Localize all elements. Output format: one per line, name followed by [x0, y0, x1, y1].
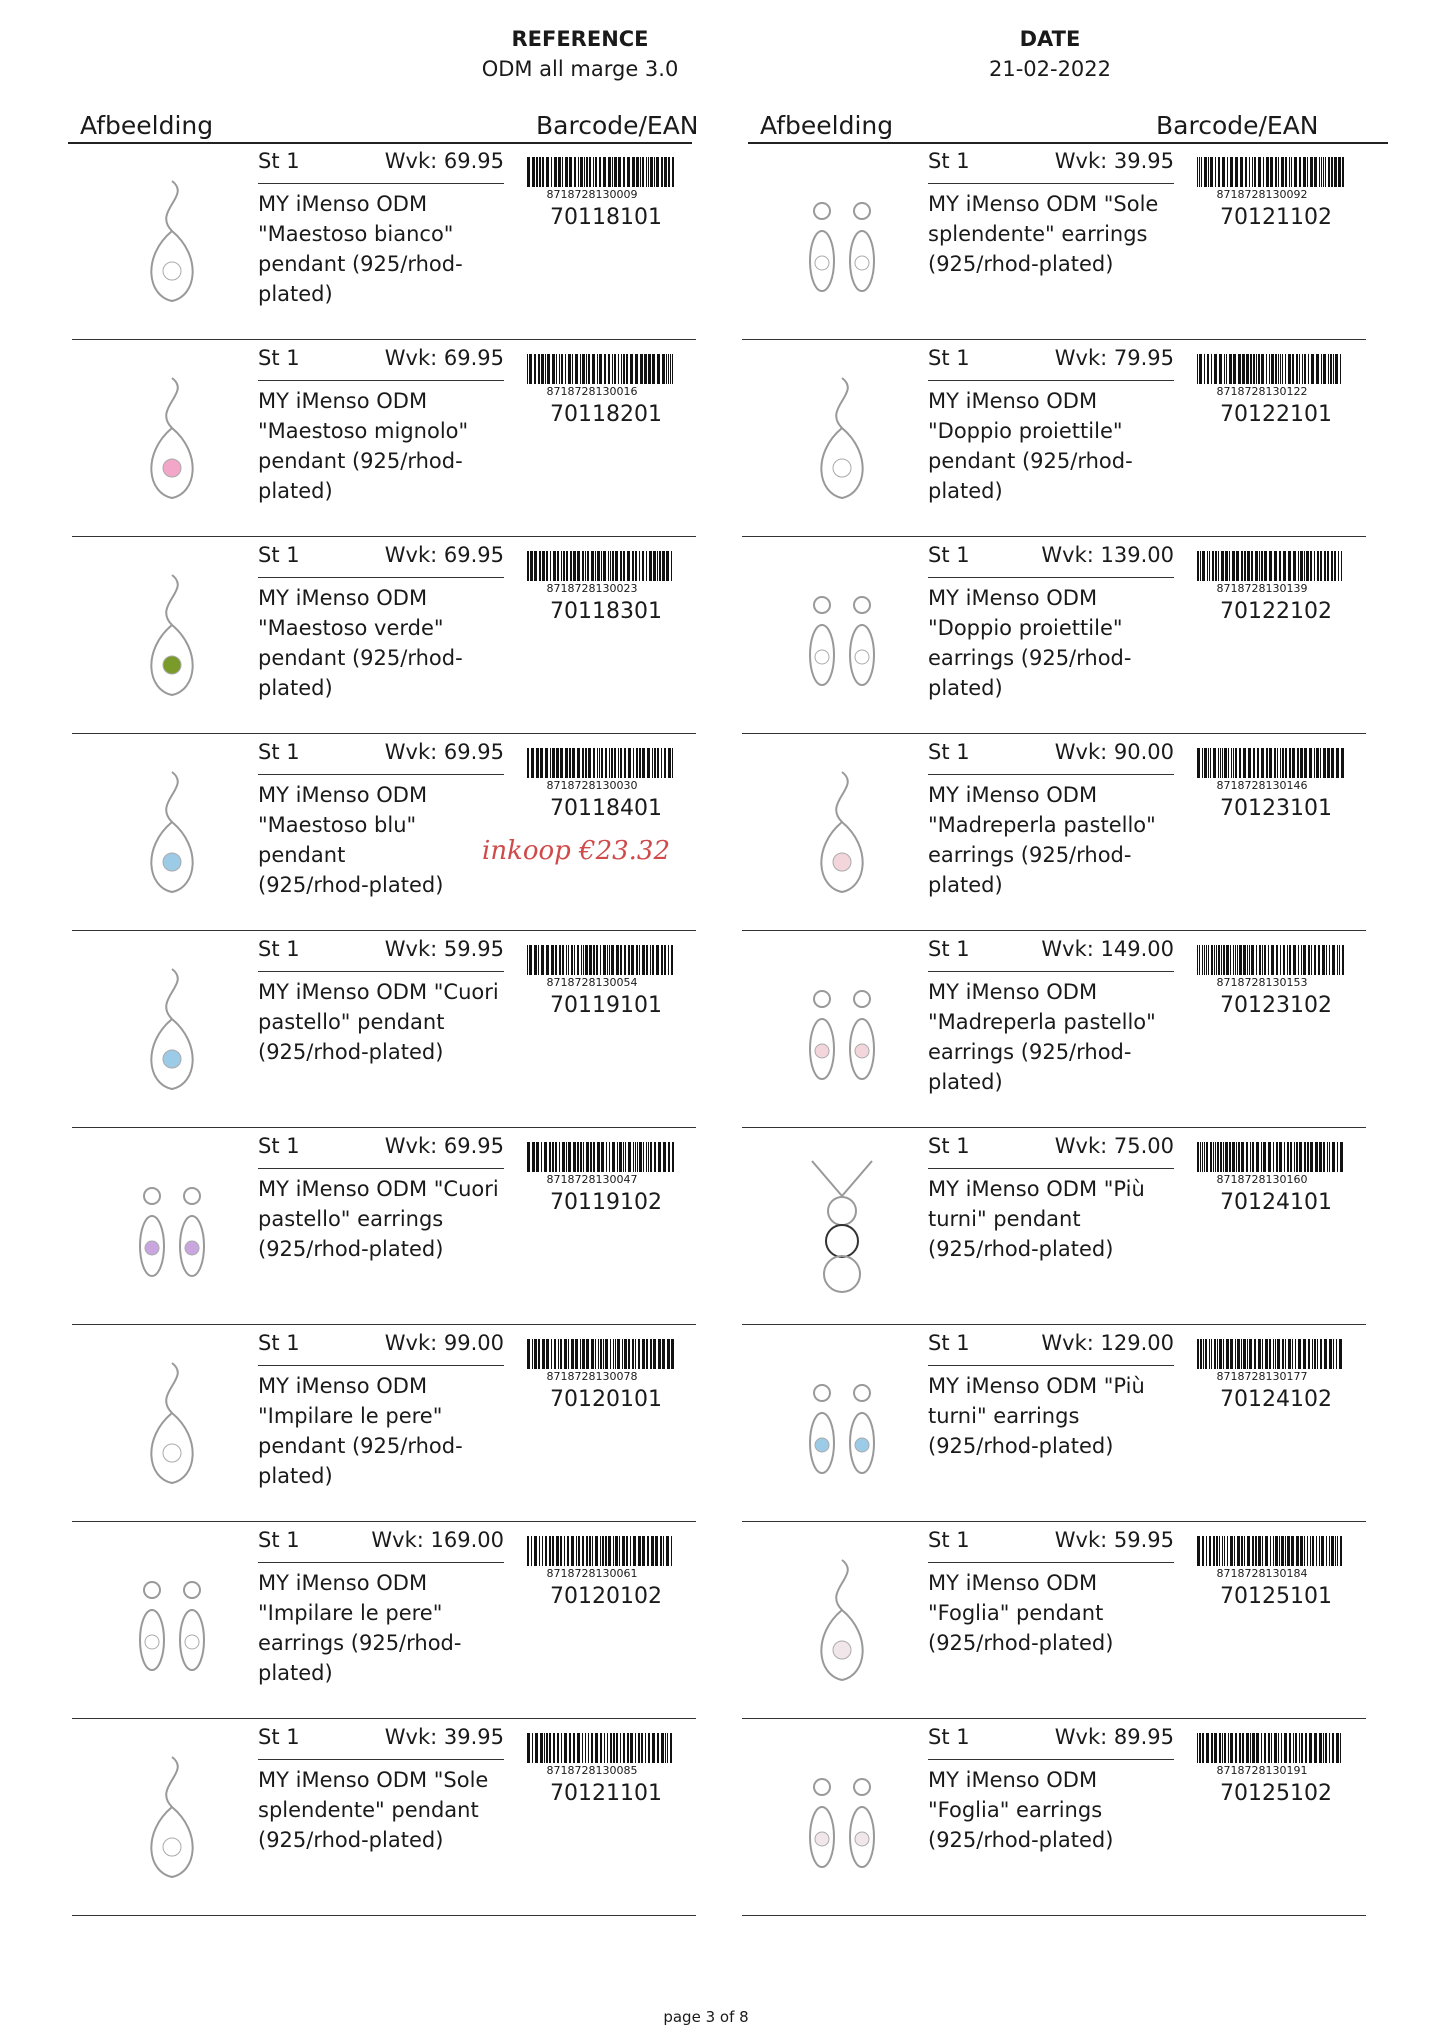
barcode-icon [1197, 748, 1347, 778]
ean-number: 8718728130023 [546, 582, 638, 595]
barcode-icon [527, 1733, 677, 1763]
product-row [742, 1325, 1366, 1522]
quantity-label: St 1 [928, 1134, 970, 1158]
divider [928, 774, 1174, 775]
article-code: 70118101 [550, 205, 662, 230]
quantity-label: St 1 [258, 346, 300, 370]
reference-label: REFERENCE [511, 27, 649, 51]
divider [258, 577, 504, 578]
divider [258, 1562, 504, 1563]
product-description: MY iMenso ODM "Sole splendente" pendant (925/rhod-plated) [258, 1768, 489, 1852]
ean-number: 8718728130092 [1216, 188, 1308, 201]
product-row [72, 931, 696, 1128]
ean-number: 8718728130030 [546, 779, 638, 792]
article-code: 70121101 [550, 1781, 662, 1806]
rings-earrings-icon [782, 1353, 902, 1493]
right-column-header [748, 110, 1388, 144]
handwritten-note: inkoop €23.32 [482, 836, 671, 866]
bullet-pendant-icon [782, 368, 902, 508]
barcode-icon [527, 354, 677, 384]
quantity-label: St 1 [258, 937, 300, 961]
product-description: MY iMenso ODM "Sole splendente" earrings (925/rhod-plated) [928, 192, 1159, 276]
ean-number: 8718728130153 [1216, 976, 1308, 989]
heart-pendant-icon [112, 959, 232, 1099]
product-row [742, 340, 1366, 537]
barcode-column-header: Barcode/EAN [1156, 111, 1319, 140]
article-code: 70120101 [550, 1387, 662, 1412]
date-value: 21-02-2022 [988, 57, 1112, 81]
left-product-list [72, 143, 696, 1916]
divider [258, 1168, 504, 1169]
ean-number: 8718728130047 [546, 1173, 638, 1186]
pearl-drop-icon [782, 762, 902, 902]
sun-pendant-icon [112, 1747, 232, 1887]
retail-price: Wvk: 69.95 [384, 346, 504, 370]
quantity-label: St 1 [928, 543, 970, 567]
right-product-list [742, 143, 1366, 1916]
retail-price: Wvk: 75.00 [1054, 1134, 1174, 1158]
pendant-icon [112, 565, 232, 705]
barcode-icon [1197, 1142, 1347, 1172]
ean-number: 8718728130146 [1216, 779, 1308, 792]
quantity-label: St 1 [258, 740, 300, 764]
product-row [72, 734, 696, 931]
ean-number: 8718728130061 [546, 1567, 638, 1580]
retail-price: Wvk: 69.95 [384, 740, 504, 764]
retail-price: Wvk: 79.95 [1054, 346, 1174, 370]
divider [928, 1365, 1174, 1366]
divider [928, 380, 1174, 381]
divider [258, 1365, 504, 1366]
reference-header [330, 24, 830, 84]
product-description: MY iMenso ODM "Cuori pastello" pendant (925/rhod-plated) [258, 980, 499, 1064]
retail-price: Wvk: 69.95 [384, 149, 504, 173]
divider [928, 183, 1174, 184]
quantity-label: St 1 [258, 1331, 300, 1355]
product-description: MY iMenso ODM "Madreperla pastello" earrings (925/rhod- plated) [928, 980, 1156, 1094]
quantity-label: St 1 [928, 1725, 970, 1749]
product-row [72, 340, 696, 537]
barcode-icon [527, 1142, 677, 1172]
barcode-icon [527, 1339, 677, 1369]
ean-number: 8718728130016 [546, 385, 638, 398]
retail-price: Wvk: 99.00 [384, 1331, 504, 1355]
reference-value: ODM all marge 3.0 [481, 57, 679, 81]
product-description: MY iMenso ODM "Doppio proiettile" pendant (925/rhod- plated) [928, 389, 1133, 503]
divider [928, 1759, 1174, 1760]
stacked-pendant-icon [112, 1353, 232, 1493]
ean-number: 8718728130160 [1216, 1173, 1308, 1186]
ean-number: 8718728130191 [1216, 1764, 1308, 1777]
article-code: 70124102 [1220, 1387, 1332, 1412]
article-code: 70118201 [550, 402, 662, 427]
quantity-label: St 1 [928, 149, 970, 173]
stacked-earrings-icon [112, 1550, 232, 1690]
rings-pendant-icon [782, 1156, 902, 1296]
product-description: MY iMenso ODM "Impilare le pere" pendant (925/rhod- plated) [258, 1374, 463, 1488]
article-code: 70119102 [550, 1190, 662, 1215]
product-row [742, 734, 1366, 931]
bullet-earrings-icon [782, 565, 902, 705]
retail-price: Wvk: 149.00 [1041, 937, 1174, 961]
product-description: MY iMenso ODM "Foglia" earrings (925/rhod-plated) [928, 1768, 1114, 1852]
quantity-label: St 1 [928, 346, 970, 370]
pendant-icon [112, 368, 232, 508]
retail-price: Wvk: 139.00 [1041, 543, 1174, 567]
product-row [742, 143, 1366, 340]
product-description: MY iMenso ODM "Più turni" earrings (925/rhod-plated) [928, 1374, 1145, 1458]
article-code: 70119101 [550, 993, 662, 1018]
product-row [742, 1719, 1366, 1916]
product-description: MY iMenso ODM "Maestoso blu" pendant (925/rhod-plated) [258, 783, 444, 897]
retail-price: Wvk: 69.95 [384, 1134, 504, 1158]
product-row [72, 1128, 696, 1325]
product-description: MY iMenso ODM "Madreperla pastello" earrings (925/rhod- plated) [928, 783, 1156, 897]
product-description: MY iMenso ODM "Maestoso verde" pendant (925/rhod- plated) [258, 586, 463, 700]
heart-earrings-icon [112, 1156, 232, 1296]
divider [258, 1759, 504, 1760]
barcode-column-header: Barcode/EAN [536, 111, 699, 140]
retail-price: Wvk: 39.95 [384, 1725, 504, 1749]
retail-price: Wvk: 69.95 [384, 543, 504, 567]
retail-price: Wvk: 169.00 [371, 1528, 504, 1552]
ean-number: 8718728130177 [1216, 1370, 1308, 1383]
quantity-label: St 1 [258, 149, 300, 173]
divider [928, 1562, 1174, 1563]
barcode-icon [1197, 945, 1347, 975]
divider [928, 971, 1174, 972]
retail-price: Wvk: 39.95 [1054, 149, 1174, 173]
quantity-label: St 1 [928, 1528, 970, 1552]
ean-number: 8718728130139 [1216, 582, 1308, 595]
barcode-icon [1197, 1536, 1347, 1566]
sun-earrings-icon [782, 171, 902, 311]
quantity-label: St 1 [258, 1528, 300, 1552]
ean-number: 8718728130122 [1216, 385, 1308, 398]
pearl-studs-icon [782, 959, 902, 1099]
barcode-icon [1197, 1733, 1347, 1763]
barcode-icon [1197, 551, 1347, 581]
divider [258, 971, 504, 972]
article-code: 70123102 [1220, 993, 1332, 1018]
quantity-label: St 1 [258, 543, 300, 567]
quantity-label: St 1 [928, 740, 970, 764]
product-row [72, 1325, 696, 1522]
article-code: 70122102 [1220, 599, 1332, 624]
product-row [742, 931, 1366, 1128]
product-row [742, 537, 1366, 734]
retail-price: Wvk: 59.95 [1054, 1528, 1174, 1552]
divider [258, 380, 504, 381]
left-column-header [68, 110, 699, 144]
retail-price: Wvk: 90.00 [1054, 740, 1174, 764]
product-row [72, 1719, 696, 1916]
page-number: page 3 of 8 [663, 2008, 749, 2026]
product-row [72, 537, 696, 734]
product-description: MY iMenso ODM "Maestoso mignolo" pendant (925/rhod- plated) [258, 389, 469, 503]
quantity-label: St 1 [258, 1725, 300, 1749]
quantity-label: St 1 [928, 937, 970, 961]
barcode-icon [527, 748, 677, 778]
ean-number: 8718728130054 [546, 976, 638, 989]
product-row [72, 143, 696, 340]
product-description: MY iMenso ODM "Maestoso bianco" pendant (925/rhod- plated) [258, 192, 463, 306]
divider [258, 774, 504, 775]
barcode-icon [527, 157, 677, 187]
product-row [72, 1522, 696, 1719]
divider [928, 1168, 1174, 1169]
pendant-icon [112, 171, 232, 311]
pendant-icon [112, 762, 232, 902]
ean-number: 8718728130009 [546, 188, 638, 201]
divider [258, 183, 504, 184]
barcode-icon [527, 1536, 677, 1566]
quantity-label: St 1 [928, 1331, 970, 1355]
article-code: 70118301 [550, 599, 662, 624]
ean-number: 8718728130184 [1216, 1567, 1308, 1580]
image-column-header: Afbeelding [760, 111, 894, 140]
article-code: 70125102 [1220, 1781, 1332, 1806]
image-column-header: Afbeelding [80, 111, 214, 140]
retail-price: Wvk: 59.95 [384, 937, 504, 961]
quantity-label: St 1 [258, 1134, 300, 1158]
barcode-icon [527, 551, 677, 581]
date-label: DATE [1019, 27, 1081, 51]
barcode-icon [1197, 1339, 1347, 1369]
product-description: MY iMenso ODM "Doppio proiettile" earrings (925/rhod- plated) [928, 586, 1132, 700]
article-code: 70123101 [1220, 796, 1332, 821]
article-code: 70121102 [1220, 205, 1332, 230]
product-row [742, 1522, 1366, 1719]
article-code: 70118401 [550, 796, 662, 821]
ean-number: 8718728130085 [546, 1764, 638, 1777]
date-header [850, 24, 1250, 84]
article-code: 70120102 [550, 1584, 662, 1609]
article-code: 70124101 [1220, 1190, 1332, 1215]
leaf-earrings-icon [782, 1747, 902, 1887]
product-description: MY iMenso ODM "Foglia" pendant (925/rhod-plated) [928, 1571, 1114, 1655]
barcode-icon [527, 945, 677, 975]
product-row [742, 1128, 1366, 1325]
barcode-icon [1197, 157, 1347, 187]
ean-number: 8718728130078 [546, 1370, 638, 1383]
product-description: MY iMenso ODM "Cuori pastello" earrings (925/rhod-plated) [258, 1177, 499, 1261]
barcode-icon [1197, 354, 1347, 384]
product-description: MY iMenso ODM "Più turni" pendant (925/rhod-plated) [928, 1177, 1145, 1261]
divider [928, 577, 1174, 578]
article-code: 70122101 [1220, 402, 1332, 427]
product-description: MY iMenso ODM "Impilare le pere" earrings (925/rhod- plated) [258, 1571, 462, 1685]
retail-price: Wvk: 89.95 [1054, 1725, 1174, 1749]
retail-price: Wvk: 129.00 [1041, 1331, 1174, 1355]
article-code: 70125101 [1220, 1584, 1332, 1609]
leaf-pendant-icon [782, 1550, 902, 1690]
